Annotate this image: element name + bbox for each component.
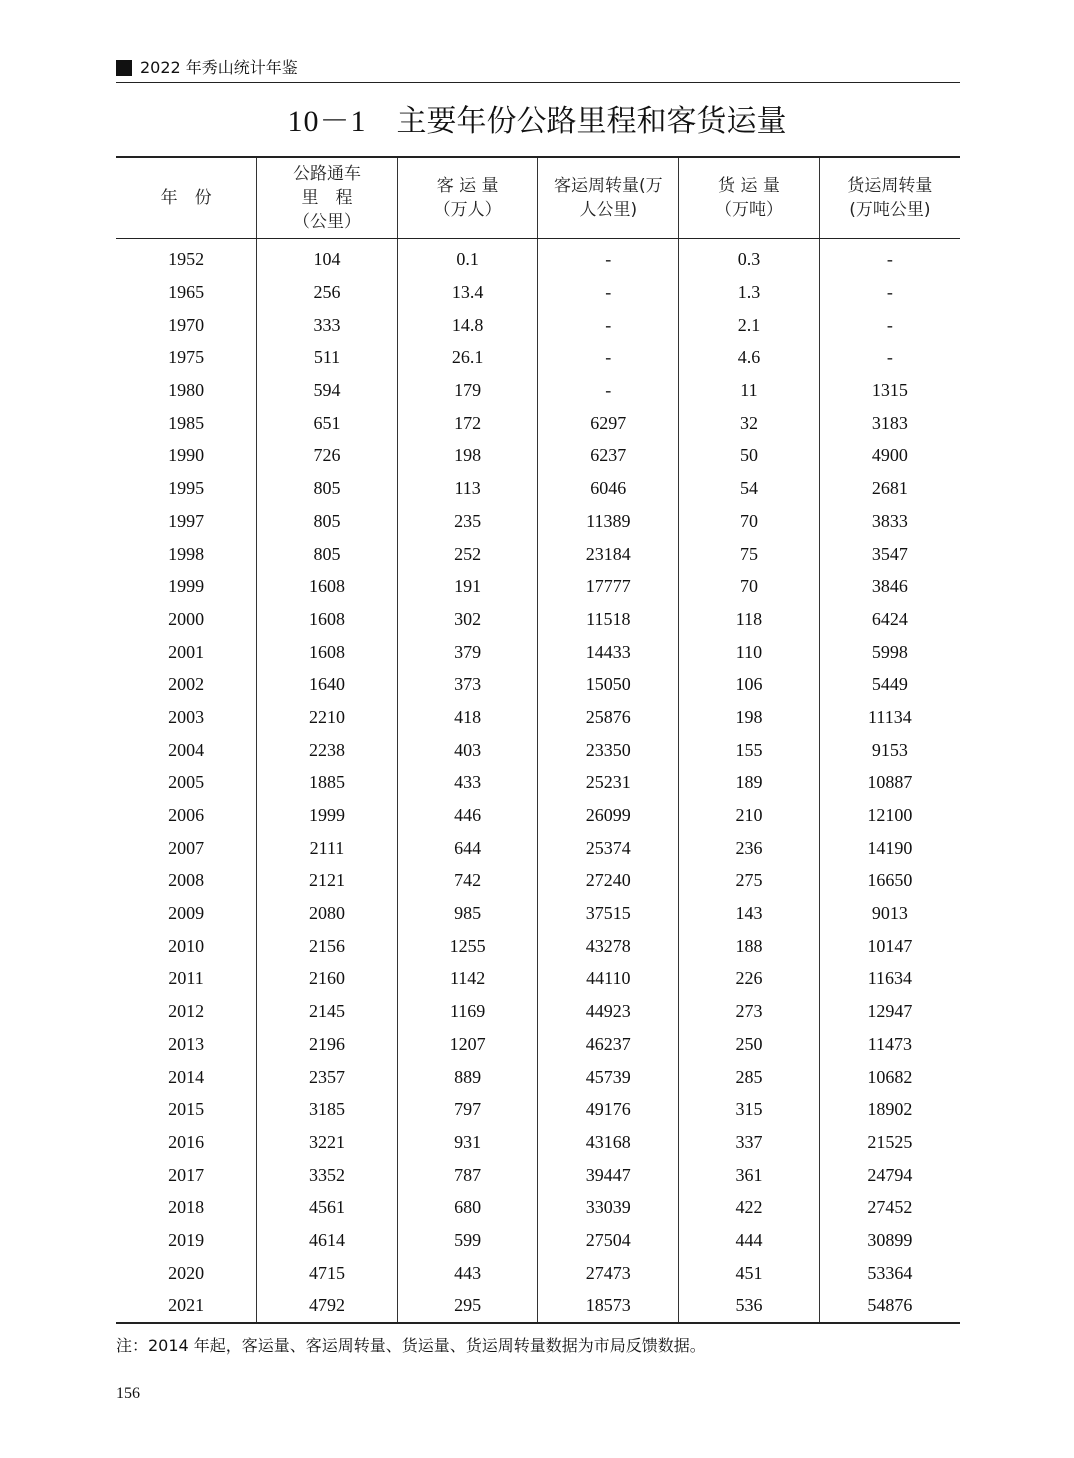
table-cell: 6297 xyxy=(538,406,679,439)
year-cell: 1997 xyxy=(168,510,205,531)
table-row xyxy=(116,995,960,1028)
table-cell: 30899 xyxy=(819,1224,960,1257)
table-cell: 44923 xyxy=(538,995,679,1028)
year-cell: 2020 xyxy=(168,1262,205,1283)
column-header-line: （万吨） xyxy=(714,200,783,220)
table-cell: 11 xyxy=(679,374,820,407)
table-row xyxy=(116,799,960,832)
table-row xyxy=(116,406,960,439)
table-cell: 45739 xyxy=(538,1060,679,1093)
table-cell: 235 xyxy=(397,505,538,538)
table-cell: 256 xyxy=(257,276,398,309)
table-cell: 315 xyxy=(679,1093,820,1126)
table-cell: 337 xyxy=(679,1126,820,1159)
table-cell: 14433 xyxy=(538,635,679,668)
table-cell: 43168 xyxy=(538,1126,679,1159)
table-cell: 2121 xyxy=(257,864,398,897)
table-cell: 27473 xyxy=(538,1256,679,1289)
year-cell: 2018 xyxy=(168,1197,205,1218)
table-cell: 742 xyxy=(397,864,538,897)
table-cell: 26099 xyxy=(538,799,679,832)
table-cell: 2196 xyxy=(257,1028,398,1061)
table-cell: 418 xyxy=(397,701,538,734)
column-header xyxy=(819,157,960,239)
table-cell: 680 xyxy=(397,1191,538,1224)
table-cell: 49176 xyxy=(538,1093,679,1126)
table-cell: - xyxy=(538,239,679,276)
table-cell: 75 xyxy=(679,537,820,570)
table-cell: 198 xyxy=(679,701,820,734)
table-cell: 179 xyxy=(397,374,538,407)
table-cell: 198 xyxy=(397,439,538,472)
year-cell: 2017 xyxy=(168,1164,205,1185)
table-row xyxy=(116,1060,960,1093)
table-cell: 0.1 xyxy=(397,239,538,276)
table-cell: 10147 xyxy=(819,929,960,962)
table-cell: 14190 xyxy=(819,831,960,864)
table-cell: 106 xyxy=(679,668,820,701)
table-cell: 15050 xyxy=(538,668,679,701)
table-cell: 188 xyxy=(679,929,820,962)
table-row xyxy=(116,668,960,701)
table-cell: 275 xyxy=(679,864,820,897)
table-cell: 4792 xyxy=(257,1289,398,1323)
table-cell: - xyxy=(819,276,960,309)
year-cell: 2014 xyxy=(168,1066,205,1087)
table-header-row xyxy=(116,157,960,239)
table-cell: 797 xyxy=(397,1093,538,1126)
table-cell: 17777 xyxy=(538,570,679,603)
table-cell: 11634 xyxy=(819,962,960,995)
year-cell: 1975 xyxy=(168,347,205,368)
header-square-icon xyxy=(116,60,132,76)
table-row xyxy=(116,1224,960,1257)
table-cell: 1608 xyxy=(257,635,398,668)
column-header-line: 年 份 xyxy=(160,188,212,208)
table-cell: 2238 xyxy=(257,733,398,766)
table-cell: 191 xyxy=(397,570,538,603)
year-cell: 1952 xyxy=(168,249,205,270)
column-header-line: 客运周转量(万 xyxy=(553,176,663,196)
column-header-line: (万吨公里) xyxy=(849,200,931,220)
year-cell: 2006 xyxy=(168,805,205,826)
table-cell: 39447 xyxy=(538,1158,679,1191)
table-row xyxy=(116,374,960,407)
table-cell: 3221 xyxy=(257,1126,398,1159)
table-row xyxy=(116,962,960,995)
table-cell: 373 xyxy=(397,668,538,701)
table-cell: 250 xyxy=(679,1028,820,1061)
table-cell: 1640 xyxy=(257,668,398,701)
table-cell: 14.8 xyxy=(397,308,538,341)
table-row xyxy=(116,439,960,472)
table-cell: 273 xyxy=(679,995,820,1028)
table-cell: 11389 xyxy=(538,505,679,538)
table-cell: 4614 xyxy=(257,1224,398,1257)
table-cell: 433 xyxy=(397,766,538,799)
table-cell: 4900 xyxy=(819,439,960,472)
table-cell: 805 xyxy=(257,505,398,538)
table-row xyxy=(116,701,960,734)
table-cell: 285 xyxy=(679,1060,820,1093)
table-cell: 1608 xyxy=(257,603,398,636)
year-cell: 2011 xyxy=(168,968,204,989)
year-cell: 2010 xyxy=(168,935,205,956)
year-cell: 2001 xyxy=(168,641,205,662)
table-cell: 805 xyxy=(257,472,398,505)
header-text: 2022 年秀山统计年鉴 xyxy=(140,58,298,77)
table-cell: 361 xyxy=(679,1158,820,1191)
table-cell: - xyxy=(819,341,960,374)
table-title-text: 主要年份公路里程和客货运量 xyxy=(396,104,787,139)
table-row xyxy=(116,537,960,570)
year-cell: 2019 xyxy=(168,1229,205,1250)
table-cell: 931 xyxy=(397,1126,538,1159)
table-cell: - xyxy=(538,308,679,341)
table-cell: 13.4 xyxy=(397,276,538,309)
year-cell: 2012 xyxy=(168,1001,205,1022)
table-footnote: 注：2014 年起，客运量、客运周转量、货运量、货运周转量数据为市局反馈数据。 xyxy=(116,1336,706,1355)
table-cell: 2.1 xyxy=(679,308,820,341)
table-cell: 70 xyxy=(679,570,820,603)
table-cell: 2160 xyxy=(257,962,398,995)
table-cell: 6237 xyxy=(538,439,679,472)
table-cell: 3352 xyxy=(257,1158,398,1191)
table-cell: 2145 xyxy=(257,995,398,1028)
table-cell: 1255 xyxy=(397,929,538,962)
table-cell: 2210 xyxy=(257,701,398,734)
table-cell: 1608 xyxy=(257,570,398,603)
table-cell: 985 xyxy=(397,897,538,930)
table-cell: 9013 xyxy=(819,897,960,930)
table-cell: 787 xyxy=(397,1158,538,1191)
table-cell: 27504 xyxy=(538,1224,679,1257)
table-cell: 11473 xyxy=(819,1028,960,1061)
table-cell: 0.3 xyxy=(679,239,820,276)
year-cell: 2013 xyxy=(168,1033,205,1054)
table-cell: 226 xyxy=(679,962,820,995)
column-header-line: （万人） xyxy=(433,200,502,220)
table-cell: 21525 xyxy=(819,1126,960,1159)
year-cell: 2015 xyxy=(168,1099,205,1120)
table-cell: 6046 xyxy=(538,472,679,505)
table-row xyxy=(116,1256,960,1289)
table-cell: 644 xyxy=(397,831,538,864)
table-row xyxy=(116,472,960,505)
year-cell: 1999 xyxy=(168,576,205,597)
table-cell: 3183 xyxy=(819,406,960,439)
table-row xyxy=(116,929,960,962)
table-cell: 4715 xyxy=(257,1256,398,1289)
table-cell: 143 xyxy=(679,897,820,930)
year-cell: 1985 xyxy=(168,412,205,433)
table-row xyxy=(116,239,960,276)
table-cell: 444 xyxy=(679,1224,820,1257)
table-cell: 113 xyxy=(397,472,538,505)
table-cell: 1207 xyxy=(397,1028,538,1061)
table-row xyxy=(116,505,960,538)
table-cell: 333 xyxy=(257,308,398,341)
table-cell: 302 xyxy=(397,603,538,636)
table-cell: 3833 xyxy=(819,505,960,538)
year-cell: 2000 xyxy=(168,608,205,629)
table-cell: 4.6 xyxy=(679,341,820,374)
table-cell: 2156 xyxy=(257,929,398,962)
table-cell: 26.1 xyxy=(397,341,538,374)
table-cell: 2111 xyxy=(257,831,398,864)
table-cell: 172 xyxy=(397,406,538,439)
table-cell: 25374 xyxy=(538,831,679,864)
page-number: 156 xyxy=(116,1385,140,1402)
table-cell: 24794 xyxy=(819,1158,960,1191)
table-cell: 1169 xyxy=(397,995,538,1028)
column-header-line: 货运周转量 xyxy=(847,176,933,196)
table-row xyxy=(116,635,960,668)
table-body xyxy=(116,239,960,1323)
table-row xyxy=(116,603,960,636)
year-cell: 1965 xyxy=(168,282,205,303)
table-cell: 54 xyxy=(679,472,820,505)
table-cell: 25231 xyxy=(538,766,679,799)
table-cell: 23184 xyxy=(538,537,679,570)
table-title xyxy=(0,100,1074,144)
column-header-line: 人公里) xyxy=(579,200,638,220)
table-cell: 10887 xyxy=(819,766,960,799)
table-cell: 3846 xyxy=(819,570,960,603)
table-cell: 1999 xyxy=(257,799,398,832)
column-header xyxy=(679,157,820,239)
column-header xyxy=(538,157,679,239)
table-row xyxy=(116,1126,960,1159)
table-cell: 252 xyxy=(397,537,538,570)
table-row xyxy=(116,308,960,341)
table-cell: 2681 xyxy=(819,472,960,505)
table-cell: 9153 xyxy=(819,733,960,766)
table-row xyxy=(116,897,960,930)
table-cell: 12100 xyxy=(819,799,960,832)
table-cell: 2357 xyxy=(257,1060,398,1093)
table-cell: 37515 xyxy=(538,897,679,930)
running-header xyxy=(116,56,960,83)
table-row xyxy=(116,276,960,309)
table-cell: 44110 xyxy=(538,962,679,995)
table-header xyxy=(116,157,960,239)
table-cell: 295 xyxy=(397,1289,538,1323)
table-row xyxy=(116,1158,960,1191)
table-cell: 104 xyxy=(257,239,398,276)
table-row xyxy=(116,1028,960,1061)
column-header xyxy=(116,157,257,239)
table-cell: 451 xyxy=(679,1256,820,1289)
table-cell: 27240 xyxy=(538,864,679,897)
table-cell: 726 xyxy=(257,439,398,472)
table-row xyxy=(116,341,960,374)
year-cell: 1998 xyxy=(168,543,205,564)
table-cell: 3547 xyxy=(819,537,960,570)
table-cell: 54876 xyxy=(819,1289,960,1323)
table-cell: 511 xyxy=(257,341,398,374)
table-cell: 11134 xyxy=(819,701,960,734)
table-cell: 446 xyxy=(397,799,538,832)
table-cell: 155 xyxy=(679,733,820,766)
column-header-line: 客 运 量 xyxy=(436,176,499,196)
table-cell: 12947 xyxy=(819,995,960,1028)
table-cell: 189 xyxy=(679,766,820,799)
table-cell: 236 xyxy=(679,831,820,864)
year-cell: 1980 xyxy=(168,380,205,401)
table-cell: 536 xyxy=(679,1289,820,1323)
table-cell: 5449 xyxy=(819,668,960,701)
statistics-table xyxy=(116,156,960,1324)
table-cell: 50 xyxy=(679,439,820,472)
table-cell: - xyxy=(819,308,960,341)
table-row xyxy=(116,570,960,603)
year-cell: 2003 xyxy=(168,706,205,727)
table-cell: - xyxy=(538,341,679,374)
year-cell: 2009 xyxy=(168,903,205,924)
column-header-line: 公路通车 xyxy=(292,164,361,184)
table-cell: - xyxy=(538,374,679,407)
year-cell: 1970 xyxy=(168,314,205,335)
year-cell: 1990 xyxy=(168,445,205,466)
table-cell: - xyxy=(819,239,960,276)
year-cell: 2008 xyxy=(168,870,205,891)
table-cell: 18902 xyxy=(819,1093,960,1126)
column-header xyxy=(397,157,538,239)
table-cell: 403 xyxy=(397,733,538,766)
table-cell: 25876 xyxy=(538,701,679,734)
table-cell: 4561 xyxy=(257,1191,398,1224)
table-cell: 27452 xyxy=(819,1191,960,1224)
table-cell: 6424 xyxy=(819,603,960,636)
table-cell: 1885 xyxy=(257,766,398,799)
table-cell: 422 xyxy=(679,1191,820,1224)
table-cell: 443 xyxy=(397,1256,538,1289)
year-cell: 2005 xyxy=(168,772,205,793)
table-cell: 594 xyxy=(257,374,398,407)
table-row xyxy=(116,766,960,799)
table-cell: 11518 xyxy=(538,603,679,636)
table-cell: 2080 xyxy=(257,897,398,930)
table-cell: 53364 xyxy=(819,1256,960,1289)
table-row xyxy=(116,1289,960,1323)
table-cell: 3185 xyxy=(257,1093,398,1126)
column-header-line: 货 运 量 xyxy=(718,176,780,196)
table-cell: 889 xyxy=(397,1060,538,1093)
table-cell: 70 xyxy=(679,505,820,538)
year-cell: 2021 xyxy=(116,1289,257,1323)
year-cell: 2016 xyxy=(168,1131,205,1152)
table-row xyxy=(116,831,960,864)
table-cell: 110 xyxy=(679,635,820,668)
table-cell: 1142 xyxy=(397,962,538,995)
column-header-line: 里 程 xyxy=(301,188,353,208)
table-cell: 1315 xyxy=(819,374,960,407)
table-row xyxy=(116,733,960,766)
table-cell: 1.3 xyxy=(679,276,820,309)
table-cell: 5998 xyxy=(819,635,960,668)
table-cell: 43278 xyxy=(538,929,679,962)
table-cell: 46237 xyxy=(538,1028,679,1061)
table-cell: 16650 xyxy=(819,864,960,897)
table-cell: 33039 xyxy=(538,1191,679,1224)
table-row xyxy=(116,1093,960,1126)
table-cell: 18573 xyxy=(538,1289,679,1323)
table-cell: 210 xyxy=(679,799,820,832)
year-cell: 2007 xyxy=(168,837,205,858)
column-header-line: （公里） xyxy=(292,212,361,232)
column-header xyxy=(257,157,398,239)
table-row xyxy=(116,864,960,897)
table-cell: - xyxy=(538,276,679,309)
table-number: 10－1 xyxy=(287,105,367,138)
table-cell: 32 xyxy=(679,406,820,439)
table-cell: 599 xyxy=(397,1224,538,1257)
table-cell: 10682 xyxy=(819,1060,960,1093)
year-cell: 2002 xyxy=(168,674,205,695)
table-cell: 805 xyxy=(257,537,398,570)
table-cell: 379 xyxy=(397,635,538,668)
table-cell: 23350 xyxy=(538,733,679,766)
year-cell: 1995 xyxy=(168,478,205,499)
table-cell: 651 xyxy=(257,406,398,439)
year-cell: 2004 xyxy=(168,739,205,760)
table-cell: 118 xyxy=(679,603,820,636)
table-row xyxy=(116,1191,960,1224)
